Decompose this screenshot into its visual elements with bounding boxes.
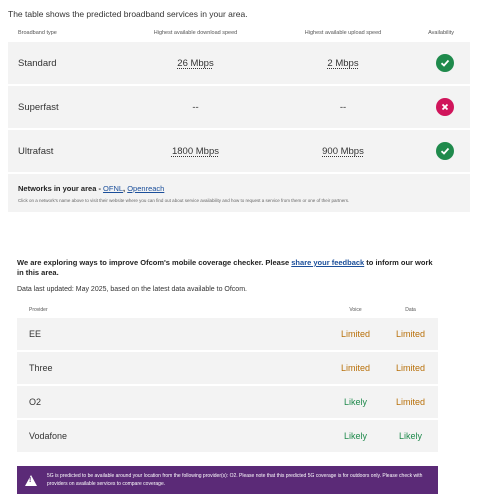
header-broadband-type: Broadband type — [18, 30, 57, 36]
provider-name: Three — [29, 363, 53, 373]
header-data: Data — [405, 307, 416, 313]
download-speed[interactable]: 1800 Mbps — [171, 145, 219, 157]
networks-label: Networks in your area - — [18, 184, 104, 193]
provider-row-three — [17, 352, 438, 386]
data-status: Limited — [395, 363, 425, 373]
mobile-intro-text: We are exploring ways to improve Ofcom's mobile coverage checker. Please — [17, 258, 292, 267]
mobile-feedback-intro — [17, 258, 437, 278]
mobile-coverage-table — [17, 302, 438, 454]
voice-status: Likely — [343, 397, 367, 407]
available-check-icon — [436, 54, 454, 72]
broadband-table — [8, 24, 470, 212]
broadband-row-standard — [8, 42, 470, 86]
voice-status: Limited — [340, 329, 370, 339]
provider-row-o2 — [17, 386, 438, 420]
5g-notice-banner — [17, 466, 438, 494]
share-feedback-link[interactable]: share your feedback — [291, 258, 365, 267]
available-check-icon — [436, 142, 454, 160]
mobile-table-header — [17, 302, 438, 318]
voice-status: Limited — [340, 363, 370, 373]
download-speed[interactable]: 26 Mbps — [177, 57, 214, 69]
provider-name: Vodafone — [29, 431, 68, 441]
broadband-type: Superfast — [18, 101, 59, 113]
5g-notice-text: 5G is predicted to be available around your location from the following provider(s): O2. Please note that this predicted 5G coverage is for outdoors only. Please check with providers on available services to compare coverage. — [47, 473, 423, 487]
data-status: Limited — [395, 397, 425, 407]
provider-row-vodafone — [17, 420, 438, 454]
unavailable-cross-icon — [436, 98, 454, 116]
warning-icon — [25, 475, 37, 486]
voice-status: Likely — [343, 431, 367, 441]
mobile-intro-text-end: to inform our work in this area. — [17, 258, 433, 277]
network-link-ofnl[interactable]: OFNL — [103, 184, 124, 193]
broadband-type: Ultrafast — [18, 145, 54, 157]
header-download-speed: Highest available download speed — [153, 30, 238, 36]
data-status: Limited — [395, 329, 425, 339]
networks-title: Networks in your area - OFNL, Openreach — [18, 184, 165, 193]
header-voice: Voice — [349, 307, 362, 313]
upload-speed[interactable]: 900 Mbps — [322, 145, 364, 157]
provider-row-ee — [17, 318, 438, 352]
upload-speed[interactable]: 2 Mbps — [327, 57, 359, 69]
upload-speed: -- — [339, 101, 347, 113]
broadband-row-superfast — [8, 86, 470, 130]
broadband-row-ultrafast — [8, 130, 470, 174]
header-availability: Availability — [428, 30, 454, 36]
provider-name: O2 — [29, 397, 42, 407]
broadband-intro-text: The table shows the predicted broadband services in your area. — [8, 9, 248, 19]
data-status: Likely — [398, 431, 422, 441]
networks-note: Click on a network's name above to visit their website where you can find out about service availability and how to request a service from them or one of their partners. — [18, 198, 350, 203]
data-updated-text: Data last updated: May 2025, based on the latest data available to Ofcom. — [17, 286, 247, 293]
broadband-type: Standard — [18, 57, 57, 69]
download-speed: -- — [192, 101, 199, 113]
broadband-table-header — [8, 24, 470, 42]
networks-panel — [8, 174, 470, 212]
provider-name: EE — [29, 329, 42, 339]
network-link-openreach[interactable]: Openreach — [127, 184, 165, 193]
header-upload-speed: Highest available upload speed — [304, 30, 382, 36]
header-provider: Provider — [29, 307, 48, 313]
